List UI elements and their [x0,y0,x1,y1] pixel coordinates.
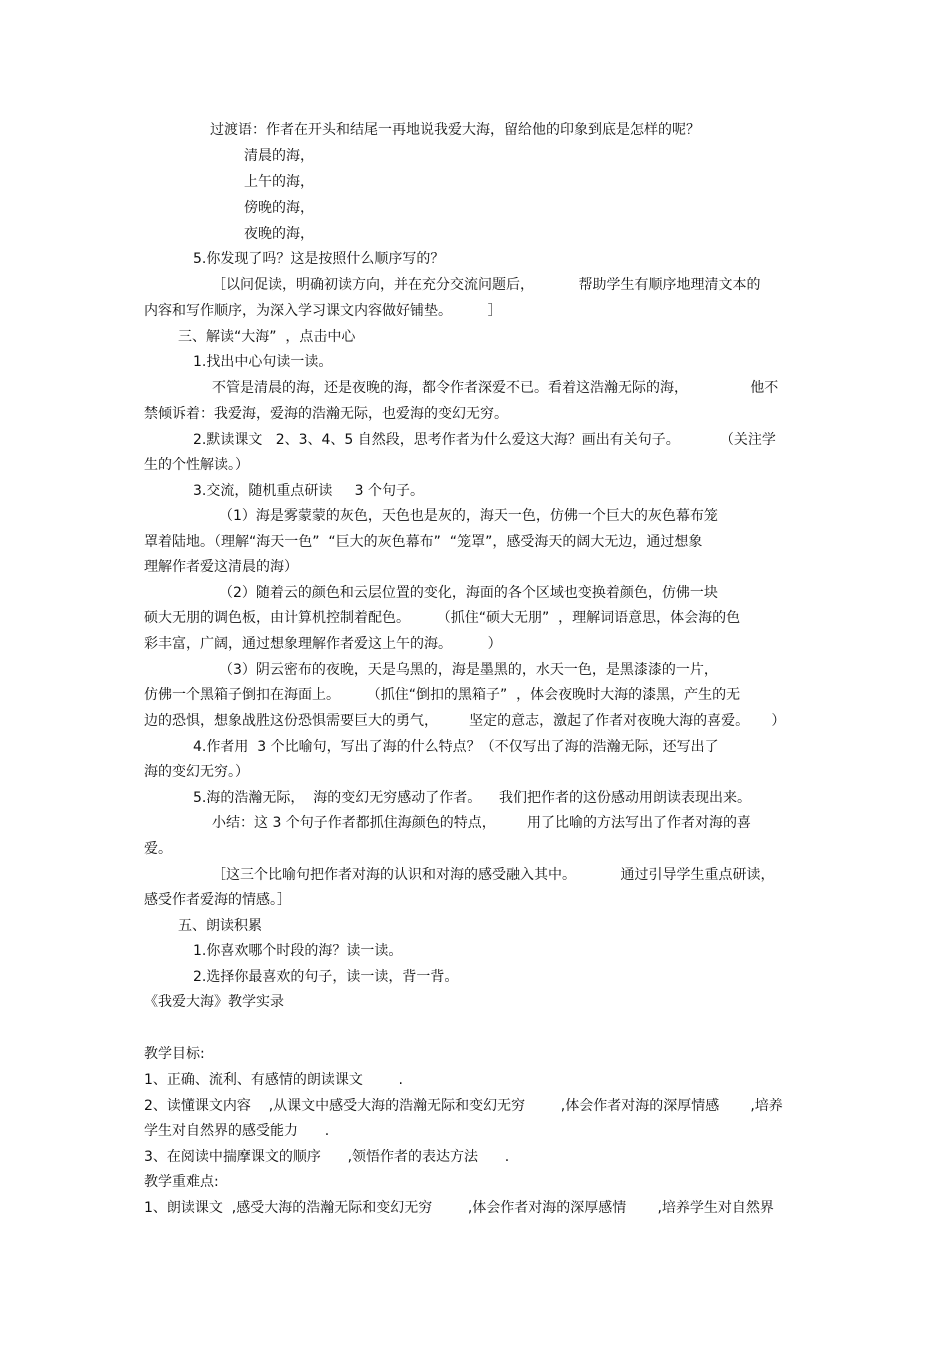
list-item: 1、正确、流利、有感情的朗读课文 . [144,1072,403,1088]
list-item: 上午的海， [244,174,314,190]
section-heading: 五、朗读积累 [178,918,262,934]
list-item: 夜晚的海， [244,226,314,242]
step-line: 4.作者用 3 个比喻句，写出了海的什么特点？（不仅写出了海的浩瀚无际，还写出了 [193,739,719,755]
note-line: 内容和写作顺序，为深入学习课文内容做好铺垫。 ］ [144,303,502,319]
transition-sentence: 过渡语：作者在开头和结尾一再地说我爱大海，留给他的印象到底是怎样的呢？ [210,122,700,138]
note-line: ［这三个比喻句把作者对海的认识和对海的感受融入其中。 通过引导学生重点研读， [212,867,775,883]
list-item: 2、读懂课文内容 ,从课文中感受大海的浩瀚无际和变幻无穷 ,体会作者对海的深厚情感 ,培养 [144,1098,783,1114]
paragraph-line: （2）随着云的颜色和云层位置的变化，海面的各个区域也变换着颜色，仿佛一块 [219,585,718,601]
step-line: 2.选择你最喜欢的句子，读一读，背一背。 [193,969,459,985]
paragraph-line: 仿佛一个黑箱子倒扣在海面上。 （抓住“倒扣的黑箱子” ，体会夜晚时大海的漆黑，产生的无 [144,687,741,703]
step-line: 1.找出中心句读一读。 [193,354,333,370]
list-item: 3、在阅读中揣摩课文的顺序 ,领悟作者的表达方法 . [144,1149,510,1165]
paragraph-line: （3）阴云密布的夜晚，天是乌黑的，海是墨黑的，水天一色，是黑漆漆的一片， [219,662,718,678]
step-line: 2.默读课文 2、3、4、5 自然段，思考作者为什么爱这大海？画出有关句子。 （关注学 [193,432,776,448]
paragraph-line: 海的变幻无穷。） [144,764,249,780]
step-line: 1.你喜欢哪个时段的海？读一读。 [193,943,403,959]
question-line: 5.你发现了吗？这是按照什么顺序写的？ [193,251,445,267]
paragraph-line: 彩丰富，广阔，通过想象理解作者爱这上午的海。 ） [144,636,502,652]
section-heading: 三、解读“大海” ，点击中心 [178,329,356,345]
note-line: 感受作者爱海的情感。］ [144,892,291,908]
step-line: 5.海的浩瀚无际， 海的变幻无穷感动了作者。 我们把作者的这份感动用朗读表现出来。 [193,790,752,806]
summary-line: 爱。 [144,841,172,857]
paragraph-line: （1）海是雾蒙蒙的灰色，天色也是灰的，海天一色，仿佛一个巨大的灰色幕布笼 [219,508,718,524]
section-heading: 教学重难点: [144,1174,219,1190]
paragraph-line: 边的恐惧，想象战胜这份恐惧需要巨大的勇气， 坚定的意志，激起了作者对夜晚大海的喜爱。 ） [144,713,786,729]
paragraph-line: 硕大无朋的调色板，由计算机控制着配色。 （抓住“硕大无朋” ，理解词语意思，体会海的色 [144,610,741,626]
step-line: 3.交流，随机重点研读 3 个句子。 [193,483,424,499]
paragraph-line: 不管是清晨的海，还是夜晚的海，都令作者深爱不已。看着这浩瀚无际的海， 他不 [212,380,779,396]
paragraph-line: 禁倾诉着：我爱海，爱海的浩瀚无际，也爱海的变幻无穷。 [144,406,508,422]
document-title: 《我爱大海》教学实录 [144,994,284,1010]
summary-line: 小结：这 3 个句子作者都抓住海颜色的特点， 用了比喻的方法写出了作者对海的喜 [212,815,751,831]
paragraph-line: 理解作者爱这清晨的海） [144,559,298,575]
list-item: 1、朗读课文 ,感受大海的浩瀚无际和变幻无穷 ,体会作者对海的深厚感情 ,培养学生对自然界 [144,1200,774,1216]
list-item: 学生对自然界的感受能力 . [144,1123,330,1139]
paragraph-line: 罩着陆地。（理解“海天一色” “巨大的灰色幕布” “笼罩”，感受海天的阔大无边，通过想象 [144,534,703,550]
list-item: 清晨的海， [244,148,314,164]
paragraph-line: 生的个性解读。） [144,457,249,473]
section-heading: 教学目标: [144,1046,205,1062]
list-item: 傍晚的海， [244,200,314,216]
note-line: ［以问促读，明确初读方向，并在充分交流问题后， 帮助学生有顺序地理清文本的 [212,277,761,293]
